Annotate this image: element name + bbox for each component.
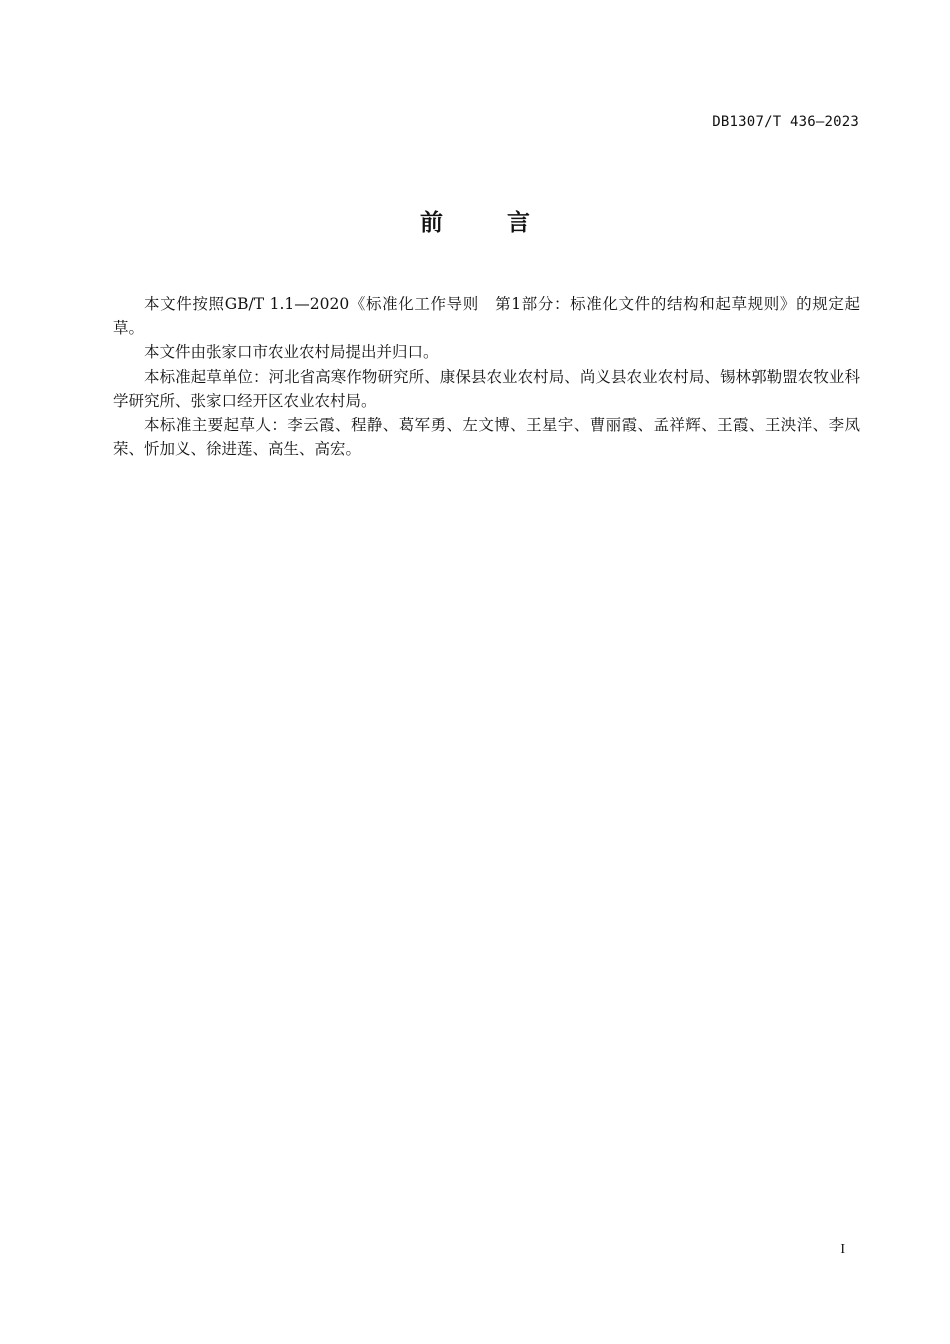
paragraph-drafting-basis: 本文件按照GB/T 1.1—2020《标准化工作导则 第1部分：标准化文件的结构和起草规则》的规定起草。 xyxy=(113,295,860,338)
paragraph-proposer: 本文件由张家口市农业农村局提出并归口。 xyxy=(144,343,439,362)
document-code: DB1307/T 436—2023 xyxy=(712,114,859,130)
paragraph-drafting-units: 本标准起草单位：河北省高寒作物研究所、康保县农业农村局、尚义县农业农村局、锡林郭勒盟农牧业科学研究所、张家口经开区农业农村局。 xyxy=(113,367,860,410)
watermark xyxy=(225,900,691,1276)
foreword-body xyxy=(113,292,860,461)
page-title: 前言 xyxy=(420,210,594,236)
page-number: I xyxy=(840,1242,845,1257)
paragraph-drafters: 本标准主要起草人：李云霞、程静、葛军勇、左文博、王星宇、曹丽霞、孟祥辉、王霞、王泱洋、李凤荣、忻加义、徐进莲、高生、高宏。 xyxy=(113,416,860,459)
